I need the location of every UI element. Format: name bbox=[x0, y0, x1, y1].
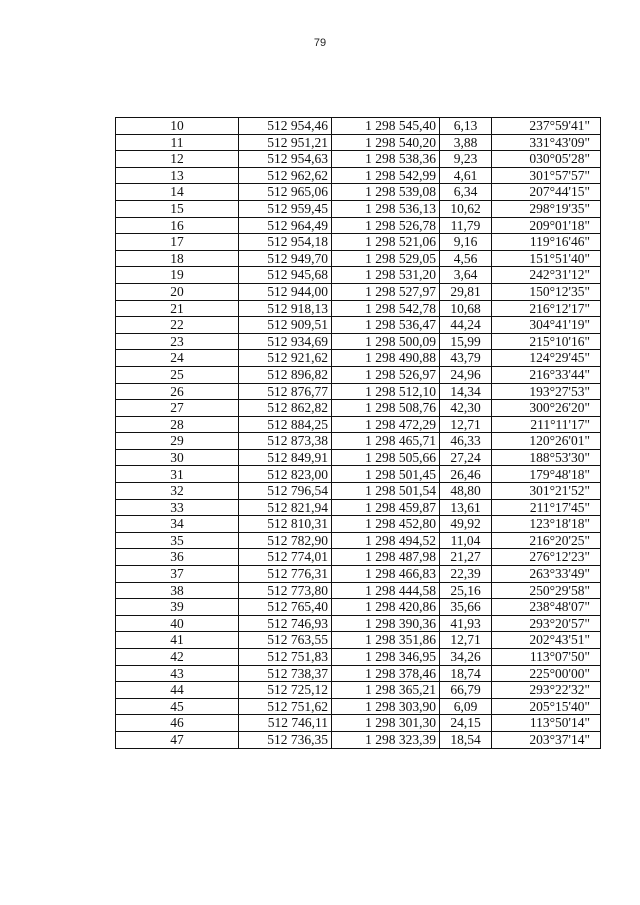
point-number-cell: 11 bbox=[116, 134, 239, 151]
bearing-cell: 301°57'57" bbox=[492, 167, 601, 184]
point-number-cell: 47 bbox=[116, 731, 239, 748]
distance-cell: 9,16 bbox=[440, 234, 492, 251]
table-row bbox=[116, 416, 601, 433]
bearing-cell: 216°20'25" bbox=[492, 532, 601, 549]
table-row bbox=[116, 566, 601, 583]
distance-cell: 4,61 bbox=[440, 167, 492, 184]
bearing-cell: 205°15'40" bbox=[492, 698, 601, 715]
y-coordinate-cell: 1 298 390,36 bbox=[332, 615, 440, 632]
y-coordinate-cell: 1 298 301,30 bbox=[332, 715, 440, 732]
x-coordinate-cell: 512 738,37 bbox=[239, 665, 332, 682]
y-coordinate-cell: 1 298 501,45 bbox=[332, 466, 440, 483]
y-coordinate-cell: 1 298 536,47 bbox=[332, 317, 440, 334]
y-coordinate-cell: 1 298 346,95 bbox=[332, 649, 440, 666]
table-row bbox=[116, 731, 601, 748]
bearing-cell: 119°16'46" bbox=[492, 234, 601, 251]
distance-cell: 26,46 bbox=[440, 466, 492, 483]
x-coordinate-cell: 512 959,45 bbox=[239, 200, 332, 217]
y-coordinate-cell: 1 298 539,08 bbox=[332, 184, 440, 201]
bearing-cell: 293°20'57" bbox=[492, 615, 601, 632]
point-number-cell: 38 bbox=[116, 582, 239, 599]
point-number-cell: 45 bbox=[116, 698, 239, 715]
distance-cell: 3,64 bbox=[440, 267, 492, 284]
x-coordinate-cell: 512 746,93 bbox=[239, 615, 332, 632]
y-coordinate-cell: 1 298 512,10 bbox=[332, 383, 440, 400]
y-coordinate-cell: 1 298 490,88 bbox=[332, 350, 440, 367]
x-coordinate-cell: 512 765,40 bbox=[239, 599, 332, 616]
y-coordinate-cell: 1 298 526,78 bbox=[332, 217, 440, 234]
x-coordinate-cell: 512 873,38 bbox=[239, 433, 332, 450]
bearing-cell: 123°18'18" bbox=[492, 516, 601, 533]
bearing-cell: 207°44'15" bbox=[492, 184, 601, 201]
distance-cell: 6,34 bbox=[440, 184, 492, 201]
distance-cell: 42,30 bbox=[440, 400, 492, 417]
y-coordinate-cell: 1 298 542,78 bbox=[332, 300, 440, 317]
x-coordinate-cell: 512 921,62 bbox=[239, 350, 332, 367]
point-number-cell: 25 bbox=[116, 366, 239, 383]
point-number-cell: 29 bbox=[116, 433, 239, 450]
x-coordinate-cell: 512 773,80 bbox=[239, 582, 332, 599]
distance-cell: 6,13 bbox=[440, 118, 492, 135]
distance-cell: 9,23 bbox=[440, 151, 492, 168]
distance-cell: 10,68 bbox=[440, 300, 492, 317]
table-row bbox=[116, 499, 601, 516]
distance-cell: 48,80 bbox=[440, 483, 492, 500]
table-row bbox=[116, 532, 601, 549]
bearing-cell: 300°26'20" bbox=[492, 400, 601, 417]
table-row bbox=[116, 118, 601, 135]
point-number-cell: 32 bbox=[116, 483, 239, 500]
coordinates-table-body bbox=[116, 118, 601, 749]
bearing-cell: 301°21'52" bbox=[492, 483, 601, 500]
table-row bbox=[116, 549, 601, 566]
point-number-cell: 20 bbox=[116, 283, 239, 300]
table-row bbox=[116, 217, 601, 234]
bearing-cell: 225°00'00" bbox=[492, 665, 601, 682]
point-number-cell: 18 bbox=[116, 250, 239, 267]
point-number-cell: 35 bbox=[116, 532, 239, 549]
bearing-cell: 238°48'07" bbox=[492, 599, 601, 616]
bearing-cell: 124°29'45" bbox=[492, 350, 601, 367]
x-coordinate-cell: 512 964,49 bbox=[239, 217, 332, 234]
y-coordinate-cell: 1 298 378,46 bbox=[332, 665, 440, 682]
y-coordinate-cell: 1 298 501,54 bbox=[332, 483, 440, 500]
y-coordinate-cell: 1 298 536,13 bbox=[332, 200, 440, 217]
table-row bbox=[116, 184, 601, 201]
x-coordinate-cell: 512 884,25 bbox=[239, 416, 332, 433]
y-coordinate-cell: 1 298 529,05 bbox=[332, 250, 440, 267]
distance-cell: 43,79 bbox=[440, 350, 492, 367]
table-row bbox=[116, 433, 601, 450]
x-coordinate-cell: 512 962,62 bbox=[239, 167, 332, 184]
y-coordinate-cell: 1 298 526,97 bbox=[332, 366, 440, 383]
distance-cell: 3,88 bbox=[440, 134, 492, 151]
table-row bbox=[116, 250, 601, 267]
table-row bbox=[116, 333, 601, 350]
table-row bbox=[116, 283, 601, 300]
point-number-cell: 41 bbox=[116, 632, 239, 649]
point-number-cell: 15 bbox=[116, 200, 239, 217]
table-row bbox=[116, 234, 601, 251]
table-row bbox=[116, 400, 601, 417]
table-row bbox=[116, 715, 601, 732]
x-coordinate-cell: 512 954,18 bbox=[239, 234, 332, 251]
point-number-cell: 39 bbox=[116, 599, 239, 616]
point-number-cell: 37 bbox=[116, 566, 239, 583]
y-coordinate-cell: 1 298 365,21 bbox=[332, 682, 440, 699]
bearing-cell: 188°53'30" bbox=[492, 449, 601, 466]
y-coordinate-cell: 1 298 494,52 bbox=[332, 532, 440, 549]
table-row bbox=[116, 267, 601, 284]
x-coordinate-cell: 512 725,12 bbox=[239, 682, 332, 699]
bearing-cell: 276°12'23" bbox=[492, 549, 601, 566]
y-coordinate-cell: 1 298 459,87 bbox=[332, 499, 440, 516]
table-row bbox=[116, 300, 601, 317]
bearing-cell: 113°50'14" bbox=[492, 715, 601, 732]
y-coordinate-cell: 1 298 542,99 bbox=[332, 167, 440, 184]
table-row bbox=[116, 350, 601, 367]
bearing-cell: 030°05'28" bbox=[492, 151, 601, 168]
distance-cell: 12,71 bbox=[440, 416, 492, 433]
x-coordinate-cell: 512 810,31 bbox=[239, 516, 332, 533]
bearing-cell: 113°07'50" bbox=[492, 649, 601, 666]
x-coordinate-cell: 512 951,21 bbox=[239, 134, 332, 151]
table-row bbox=[116, 698, 601, 715]
y-coordinate-cell: 1 298 466,83 bbox=[332, 566, 440, 583]
point-number-cell: 13 bbox=[116, 167, 239, 184]
y-coordinate-cell: 1 298 505,66 bbox=[332, 449, 440, 466]
distance-cell: 14,34 bbox=[440, 383, 492, 400]
coordinates-table-wrapper bbox=[115, 117, 600, 749]
bearing-cell: 216°33'44" bbox=[492, 366, 601, 383]
point-number-cell: 17 bbox=[116, 234, 239, 251]
distance-cell: 6,09 bbox=[440, 698, 492, 715]
bearing-cell: 242°31'12" bbox=[492, 267, 601, 284]
table-row bbox=[116, 483, 601, 500]
bearing-cell: 216°12'17" bbox=[492, 300, 601, 317]
y-coordinate-cell: 1 298 500,09 bbox=[332, 333, 440, 350]
y-coordinate-cell: 1 298 472,29 bbox=[332, 416, 440, 433]
distance-cell: 22,39 bbox=[440, 566, 492, 583]
x-coordinate-cell: 512 949,70 bbox=[239, 250, 332, 267]
table-row bbox=[116, 167, 601, 184]
table-row bbox=[116, 383, 601, 400]
y-coordinate-cell: 1 298 540,20 bbox=[332, 134, 440, 151]
y-coordinate-cell: 1 298 521,06 bbox=[332, 234, 440, 251]
table-row bbox=[116, 632, 601, 649]
point-number-cell: 24 bbox=[116, 350, 239, 367]
table-row bbox=[116, 317, 601, 334]
distance-cell: 12,71 bbox=[440, 632, 492, 649]
table-row bbox=[116, 366, 601, 383]
y-coordinate-cell: 1 298 351,86 bbox=[332, 632, 440, 649]
x-coordinate-cell: 512 945,68 bbox=[239, 267, 332, 284]
y-coordinate-cell: 1 298 444,58 bbox=[332, 582, 440, 599]
x-coordinate-cell: 512 862,82 bbox=[239, 400, 332, 417]
point-number-cell: 12 bbox=[116, 151, 239, 168]
distance-cell: 18,74 bbox=[440, 665, 492, 682]
x-coordinate-cell: 512 774,01 bbox=[239, 549, 332, 566]
bearing-cell: 215°10'16" bbox=[492, 333, 601, 350]
y-coordinate-cell: 1 298 545,40 bbox=[332, 118, 440, 135]
point-number-cell: 44 bbox=[116, 682, 239, 699]
table-row bbox=[116, 200, 601, 217]
point-number-cell: 31 bbox=[116, 466, 239, 483]
distance-cell: 49,92 bbox=[440, 516, 492, 533]
point-number-cell: 42 bbox=[116, 649, 239, 666]
table-row bbox=[116, 449, 601, 466]
x-coordinate-cell: 512 736,35 bbox=[239, 731, 332, 748]
bearing-cell: 151°51'40" bbox=[492, 250, 601, 267]
distance-cell: 18,54 bbox=[440, 731, 492, 748]
x-coordinate-cell: 512 763,55 bbox=[239, 632, 332, 649]
y-coordinate-cell: 1 298 465,71 bbox=[332, 433, 440, 450]
distance-cell: 10,62 bbox=[440, 200, 492, 217]
bearing-cell: 298°19'35" bbox=[492, 200, 601, 217]
x-coordinate-cell: 512 896,82 bbox=[239, 366, 332, 383]
y-coordinate-cell: 1 298 487,98 bbox=[332, 549, 440, 566]
bearing-cell: 209°01'18" bbox=[492, 217, 601, 234]
distance-cell: 21,27 bbox=[440, 549, 492, 566]
table-row bbox=[116, 466, 601, 483]
distance-cell: 24,15 bbox=[440, 715, 492, 732]
x-coordinate-cell: 512 944,00 bbox=[239, 283, 332, 300]
table-row bbox=[116, 151, 601, 168]
y-coordinate-cell: 1 298 323,39 bbox=[332, 731, 440, 748]
table-row bbox=[116, 649, 601, 666]
x-coordinate-cell: 512 751,83 bbox=[239, 649, 332, 666]
bearing-cell: 120°26'01" bbox=[492, 433, 601, 450]
table-row bbox=[116, 599, 601, 616]
point-number-cell: 22 bbox=[116, 317, 239, 334]
x-coordinate-cell: 512 796,54 bbox=[239, 483, 332, 500]
x-coordinate-cell: 512 954,46 bbox=[239, 118, 332, 135]
distance-cell: 44,24 bbox=[440, 317, 492, 334]
x-coordinate-cell: 512 954,63 bbox=[239, 151, 332, 168]
bearing-cell: 331°43'09" bbox=[492, 134, 601, 151]
x-coordinate-cell: 512 821,94 bbox=[239, 499, 332, 516]
table-row bbox=[116, 682, 601, 699]
point-number-cell: 33 bbox=[116, 499, 239, 516]
table-row bbox=[116, 582, 601, 599]
point-number-cell: 21 bbox=[116, 300, 239, 317]
y-coordinate-cell: 1 298 508,76 bbox=[332, 400, 440, 417]
distance-cell: 24,96 bbox=[440, 366, 492, 383]
bearing-cell: 237°59'41" bbox=[492, 118, 601, 135]
y-coordinate-cell: 1 298 531,20 bbox=[332, 267, 440, 284]
y-coordinate-cell: 1 298 452,80 bbox=[332, 516, 440, 533]
point-number-cell: 26 bbox=[116, 383, 239, 400]
coordinates-table bbox=[115, 117, 601, 749]
point-number-cell: 46 bbox=[116, 715, 239, 732]
distance-cell: 15,99 bbox=[440, 333, 492, 350]
x-coordinate-cell: 512 746,11 bbox=[239, 715, 332, 732]
distance-cell: 11,04 bbox=[440, 532, 492, 549]
distance-cell: 25,16 bbox=[440, 582, 492, 599]
table-row bbox=[116, 665, 601, 682]
point-number-cell: 40 bbox=[116, 615, 239, 632]
bearing-cell: 211°17'45" bbox=[492, 499, 601, 516]
bearing-cell: 263°33'49" bbox=[492, 566, 601, 583]
distance-cell: 66,79 bbox=[440, 682, 492, 699]
x-coordinate-cell: 512 876,77 bbox=[239, 383, 332, 400]
point-number-cell: 19 bbox=[116, 267, 239, 284]
x-coordinate-cell: 512 776,31 bbox=[239, 566, 332, 583]
bearing-cell: 250°29'58" bbox=[492, 582, 601, 599]
table-row bbox=[116, 615, 601, 632]
table-row bbox=[116, 516, 601, 533]
bearing-cell: 211°11'17" bbox=[492, 416, 601, 433]
bearing-cell: 179°48'18" bbox=[492, 466, 601, 483]
distance-cell: 27,24 bbox=[440, 449, 492, 466]
point-number-cell: 28 bbox=[116, 416, 239, 433]
distance-cell: 34,26 bbox=[440, 649, 492, 666]
page-number: 79 bbox=[313, 37, 327, 49]
bearing-cell: 293°22'32" bbox=[492, 682, 601, 699]
x-coordinate-cell: 512 751,62 bbox=[239, 698, 332, 715]
bearing-cell: 193°27'53" bbox=[492, 383, 601, 400]
point-number-cell: 43 bbox=[116, 665, 239, 682]
point-number-cell: 36 bbox=[116, 549, 239, 566]
distance-cell: 11,79 bbox=[440, 217, 492, 234]
distance-cell: 46,33 bbox=[440, 433, 492, 450]
point-number-cell: 14 bbox=[116, 184, 239, 201]
y-coordinate-cell: 1 298 303,90 bbox=[332, 698, 440, 715]
table-row bbox=[116, 134, 601, 151]
bearing-cell: 202°43'51" bbox=[492, 632, 601, 649]
y-coordinate-cell: 1 298 538,36 bbox=[332, 151, 440, 168]
x-coordinate-cell: 512 823,00 bbox=[239, 466, 332, 483]
distance-cell: 35,66 bbox=[440, 599, 492, 616]
x-coordinate-cell: 512 849,91 bbox=[239, 449, 332, 466]
point-number-cell: 34 bbox=[116, 516, 239, 533]
x-coordinate-cell: 512 918,13 bbox=[239, 300, 332, 317]
bearing-cell: 203°37'14" bbox=[492, 731, 601, 748]
distance-cell: 13,61 bbox=[440, 499, 492, 516]
point-number-cell: 23 bbox=[116, 333, 239, 350]
distance-cell: 4,56 bbox=[440, 250, 492, 267]
point-number-cell: 10 bbox=[116, 118, 239, 135]
bearing-cell: 150°12'35" bbox=[492, 283, 601, 300]
point-number-cell: 30 bbox=[116, 449, 239, 466]
distance-cell: 41,93 bbox=[440, 615, 492, 632]
x-coordinate-cell: 512 782,90 bbox=[239, 532, 332, 549]
point-number-cell: 16 bbox=[116, 217, 239, 234]
y-coordinate-cell: 1 298 527,97 bbox=[332, 283, 440, 300]
bearing-cell: 304°41'19" bbox=[492, 317, 601, 334]
point-number-cell: 27 bbox=[116, 400, 239, 417]
x-coordinate-cell: 512 934,69 bbox=[239, 333, 332, 350]
y-coordinate-cell: 1 298 420,86 bbox=[332, 599, 440, 616]
distance-cell: 29,81 bbox=[440, 283, 492, 300]
x-coordinate-cell: 512 965,06 bbox=[239, 184, 332, 201]
x-coordinate-cell: 512 909,51 bbox=[239, 317, 332, 334]
